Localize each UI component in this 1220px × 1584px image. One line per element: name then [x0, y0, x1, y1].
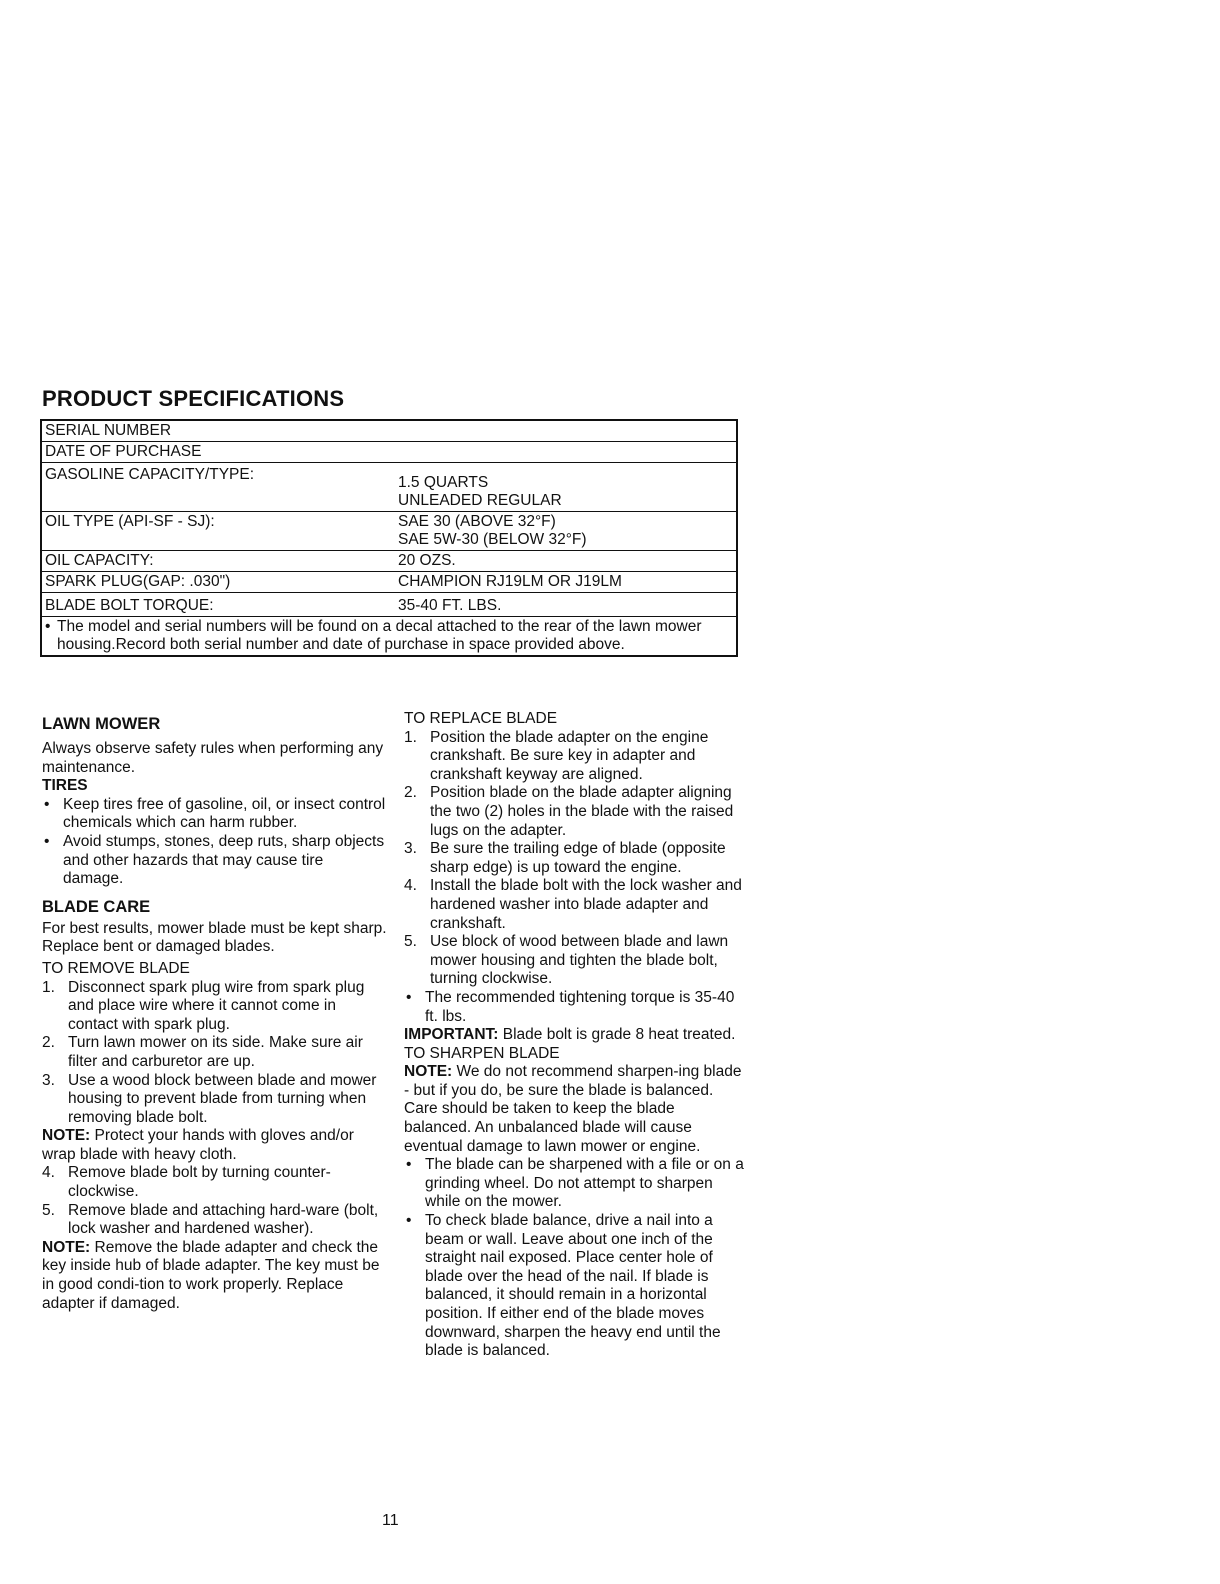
spec-row: [42, 463, 736, 512]
list-item: 4. Remove blade bolt by turning counter-clockwise.: [42, 1164, 331, 1201]
note-paragraph: NOTE: Protect your hands with gloves and/or wrap blade with heavy cloth.: [42, 1127, 354, 1163]
list-item: • The blade can be sharpened with a file or on a grinding wheel. Do not attempt to sharpen while on the mower.: [406, 1156, 744, 1211]
spec-row: [42, 442, 736, 463]
list-item: • To check blade balance, drive a nail into a beam or wall. Leave about one inch of the straight nail exposed. Place center hole of blade over the head of the nail. If blade is balanced, it should remain in a horizontal position. If either end of the blade moves downward, sharpen the heavy end until the blade is balanced.: [406, 1212, 721, 1360]
list-item: 1. Position the blade adapter on the engine crankshaft. Be sure key in adapter and crankshaft keyway are aligned.: [404, 728, 709, 783]
list-item: 3. Use a wood block between blade and mower housing to prevent blade from turning when removing blade bolt.: [42, 1071, 377, 1126]
torque-list: [404, 989, 744, 1026]
sharpen-blade-heading: TO SHARPEN BLADE: [404, 1044, 560, 1062]
bullet: •: [45, 618, 51, 635]
spec-value: 20 OZS.: [398, 552, 456, 569]
blade-care-text: For best results, mower blade must be kept sharp. Replace bent or damaged blades.: [42, 919, 387, 956]
replace-steps: [404, 729, 744, 989]
spec-value-line: SAE 5W-30 (BELOW 32°F): [398, 531, 587, 548]
page-title: PRODUCT SPECIFICATIONS: [42, 386, 345, 411]
page-number: 11: [382, 1512, 399, 1529]
lawn-mower-heading: LAWN MOWER: [42, 715, 161, 733]
list-item: 5. Use block of wood between blade and lawn mower housing and tighten the blade bolt, turning clockwise.: [404, 933, 729, 988]
spec-row: [42, 572, 736, 593]
note-paragraph: NOTE: We do not recommend sharpen-ing blade - but if you do, be sure the blade is balanced.: [404, 1063, 742, 1099]
tires-heading: TIRES: [42, 777, 88, 795]
list-item: • Avoid stumps, stones, deep ruts, sharp objects and other hazards that may cause tire damage.: [44, 832, 385, 888]
list-item: 2. Turn lawn mower on its side. Make sure air filter and carburetor are up.: [42, 1034, 363, 1070]
list-item: 5. Remove blade and attaching hard-ware (bolt, lock washer and hardened washer).: [42, 1201, 379, 1238]
spec-value: CHAMPION RJ19LM OR J19LM: [398, 573, 622, 590]
spec-row: [42, 551, 736, 572]
spec-value: [398, 421, 736, 441]
remove-blade-heading: TO REMOVE BLADE: [42, 959, 190, 977]
blade-care-heading: BLADE CARE: [42, 897, 151, 916]
spec-value-line: 1.5 QUARTS: [398, 474, 489, 491]
spec-value-line: UNLEADED REGULAR: [398, 492, 562, 509]
spec-table: [40, 419, 738, 657]
spec-value: [398, 442, 736, 462]
important-paragraph: IMPORTANT: Blade bolt is grade 8 heat treated.: [404, 1026, 736, 1044]
spec-note: [42, 617, 736, 655]
list-item: 1. Disconnect spark plug wire from spark plug and place wire where it cannot come in contact with spark plug.: [42, 978, 365, 1033]
spec-label: OIL CAPACITY:: [45, 552, 154, 569]
list-item: • Keep tires free of gasoline, oil, or insect control chemicals which can harm rubber.: [44, 795, 386, 832]
note-paragraph: NOTE: Remove the blade adapter and check the key inside hub of blade adapter. The key must be in good condi-tion to work properly. Replace adapter if damaged.: [42, 1238, 380, 1312]
spec-row: [42, 593, 736, 617]
remove-steps: [42, 979, 387, 1128]
tires-list: [42, 796, 387, 889]
spec-label: OIL TYPE (API-SF - SJ):: [45, 513, 215, 530]
spec-label: SPARK PLUG(GAP: .030"): [45, 573, 231, 590]
spec-label: SERIAL NUMBER: [45, 422, 172, 439]
spec-note-text: The model and serial numbers will be found on a decal attached to the rear of the lawn mower housing.Record both serial number and date of purchase in space provided above.: [57, 618, 702, 653]
spec-label: DATE OF PURCHASE: [45, 443, 202, 460]
spec-value-line: SAE 30 (ABOVE 32°F): [398, 513, 556, 530]
left-column: [42, 714, 387, 1313]
list-item: • The recommended tightening torque is 35-40 ft. lbs.: [406, 988, 735, 1025]
remove-steps-continued: [42, 1164, 387, 1238]
lawn-mower-text: Always observe safety rules when performing any maintenance.: [42, 740, 384, 776]
spec-value: [398, 512, 736, 550]
list-item: 2. Position blade on the blade adapter aligning the two (2) holes in the blade with the raised lugs on the adapter.: [404, 784, 734, 839]
spec-row: [42, 421, 736, 442]
replace-blade-heading: TO REPLACE BLADE: [404, 710, 558, 727]
spec-row: [42, 512, 736, 551]
spec-value: 35-40 FT. LBS.: [398, 597, 502, 614]
right-column: [404, 710, 744, 1361]
spec-label: GASOLINE CAPACITY/TYPE:: [45, 466, 255, 483]
list-item: 3. Be sure the trailing edge of blade (opposite sharp edge) is up toward the engine.: [404, 840, 726, 876]
list-item: 4. Install the blade bolt with the lock washer and hardened washer into blade adapter and crankshaft.: [404, 877, 742, 932]
spec-label: BLADE BOLT TORQUE:: [45, 597, 214, 614]
spec-value: [398, 473, 736, 511]
sharpen-list: [404, 1156, 744, 1361]
care-paragraph: Care should be taken to keep the blade balanced. An unbalanced blade will cause eventual damage to lawn mower or engine.: [404, 1100, 701, 1155]
